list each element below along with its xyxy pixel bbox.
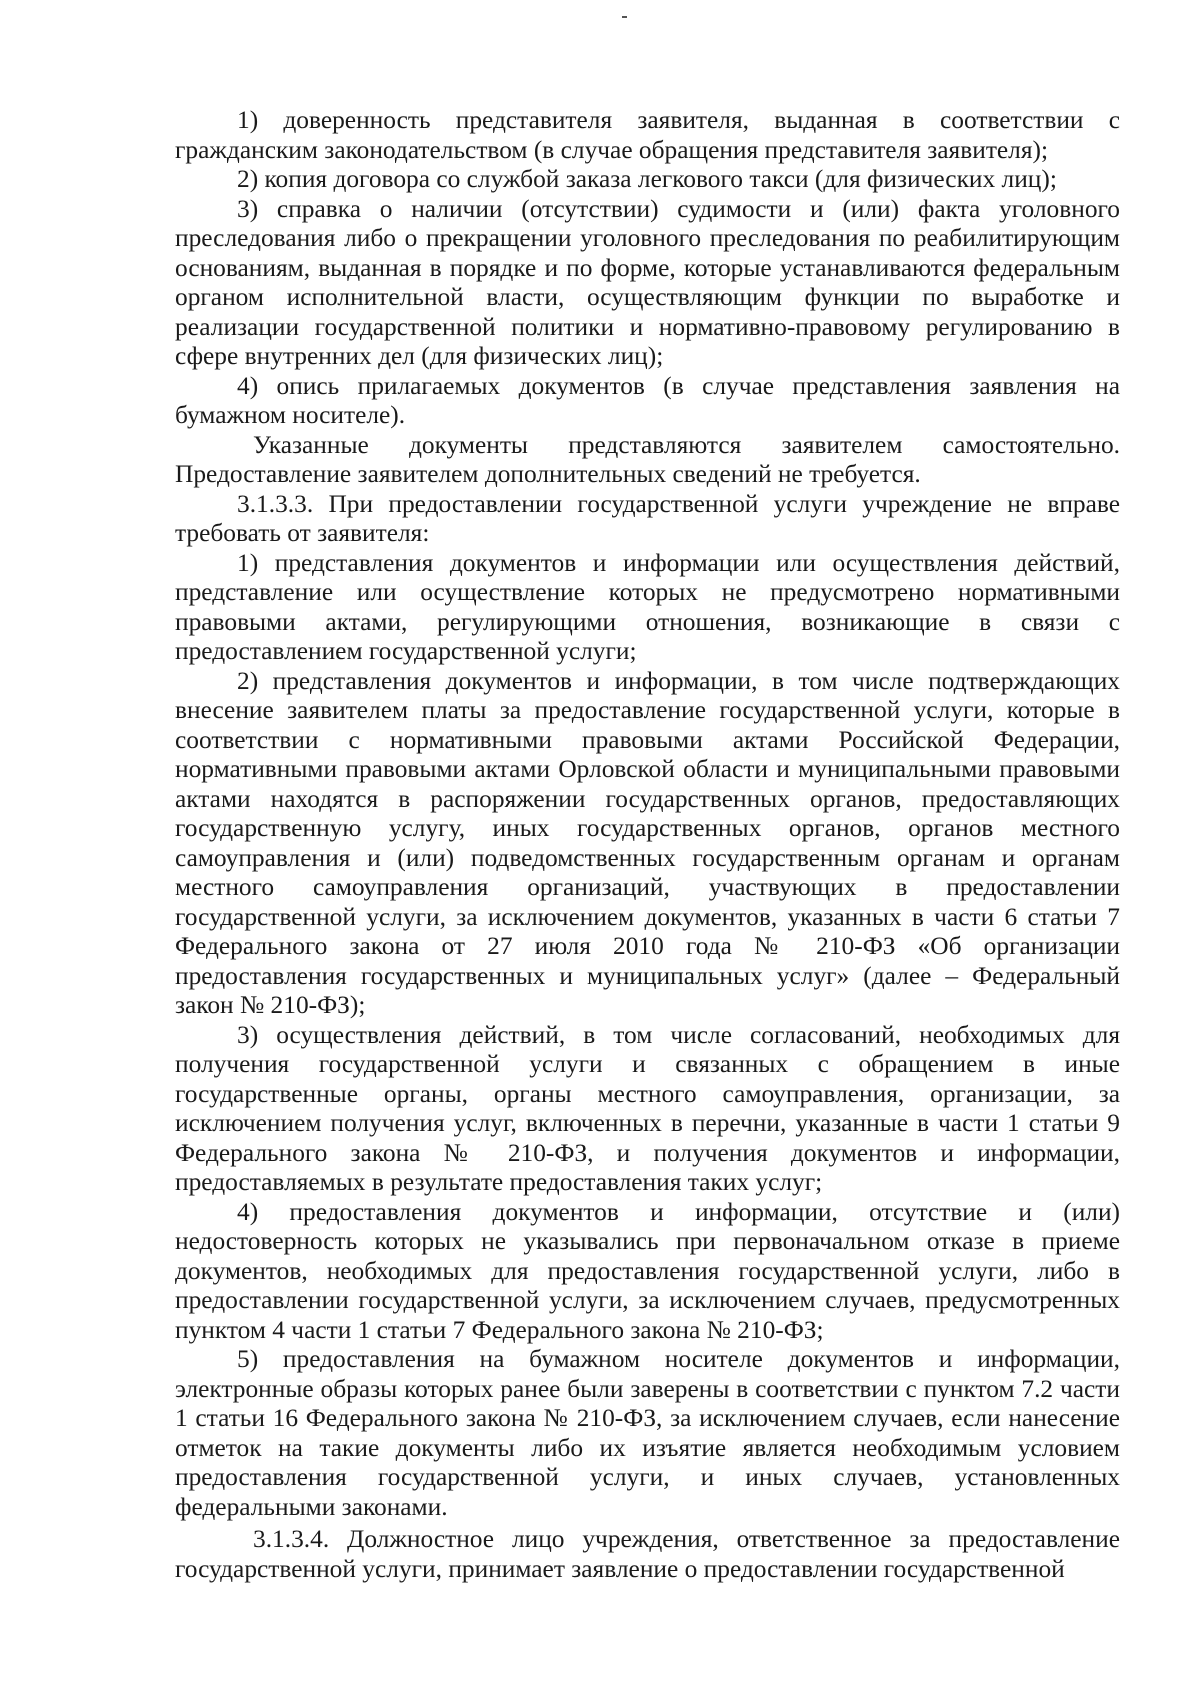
- paragraph-documents-note: Указанные документы представляются заявителем самостоятельно. Предоставление заявителем дополнительных сведений не требуется.: [175, 430, 1120, 488]
- paragraph-item-2-taxi-contract: 2) копия договора со службой заказа легкового такси (для физических лиц);: [237, 165, 1057, 193]
- paragraph-requirement-5: 5) предоставления на бумажном носителе документов и информации, электронные образы которых ранее были заверены в соответствии с пунктом 7.2 части 1 статьи 16 Федерального закона № 210-ФЗ, за исключением случаев, если нанесение отметок на такие документы либо их изъятие является необходимым условием предоставления государственной услуги, и иных случаев, установленных федеральными законами.: [175, 1345, 1120, 1521]
- paragraph-requirement-4: 4) предоставления документов и информации, отсутствие и (или) недостоверность которых не указывались при первоначальном отказе в приеме документов, необходимых для предоставления государственной услуги, либо в предоставлении государственной услуги, за исключением случаев, предусмотренных пунктом 4 части 1 статьи 7 Федерального закона № 210-ФЗ;: [175, 1197, 1120, 1344]
- paragraph-requirement-2: 2) представления документов и информации, в том числе подтверждающих внесение заявителем платы за предоставление государственной услуги, которые в соответствии с нормативными правовыми актами Российской Федерации, нормативными правовыми актами Орловской области и муниципальными правовыми актами находятся в распоряжении государственных органов, предоставляющих государственную услугу, иных государственных органов, органов местного самоуправления и (или) подведомственных государственным органам и органам местного самоуправления организаций, участвующих в предоставлении государственной услуги, за исключением документов, указанных в части 6 статьи 7 Федерального закона от 27 июля 2010 года № 210-ФЗ «Об организации предоставления государственных и муниципальных услуг» (далее – Федеральный закон № 210-ФЗ);: [175, 666, 1120, 1019]
- paragraph-section-3-1-3-3: 3.1.3.3. При предоставлении государственной услуги учреждение не вправе требовать от заявителя:: [175, 489, 1120, 547]
- paragraph-item-3-criminal-record-certificate: 3) справка о наличии (отсутствии) судимости и (или) факта уголовного преследования либо о прекращении уголовного преследования по реабилитирующим основаниям, выданная в порядке и по форме, которые устанавливаются федеральным органом исполнительной власти, осуществляющим функции по выработке и реализации государственной политики и нормативно-правовому регулированию в сфере внутренних дел (для физических лиц);: [175, 194, 1120, 370]
- document-body: [175, 106, 1120, 1584]
- paragraph-item-1-power-of-attorney: 1) доверенность представителя заявителя, выданная в соответствии с гражданским законодательством (в случае обращения представителя заявителя);: [175, 106, 1120, 164]
- paragraph-item-4-inventory: 4) опись прилагаемых документов (в случае представления заявления на бумажном носителе).: [175, 371, 1120, 429]
- paragraph-section-3-1-3-4: 3.1.3.4. Должностное лицо учреждения, ответственное за предоставление государственной услуги, принимает заявление о предоставлении государственной: [175, 1525, 1120, 1583]
- paragraph-requirement-3: 3) осуществления действий, в том числе согласований, необходимых для получения государственной услуги и связанных с обращением в иные государственные органы, органы местного самоуправления, организации, за исключением получения услуг, включенных в перечни, указанные в части 1 статьи 9 Федерального закона № 210-ФЗ, и получения документов и информации, предоставляемых в результате предоставления таких услуг;: [175, 1020, 1120, 1196]
- scan-speck: [622, 16, 627, 18]
- paragraph-requirement-1: 1) представления документов и информации или осуществления действий, представление или осуществление которых не предусмотрено нормативными правовыми актами, регулирующими отношения, возникающие в связи с предоставлением государственной услуги;: [175, 548, 1120, 665]
